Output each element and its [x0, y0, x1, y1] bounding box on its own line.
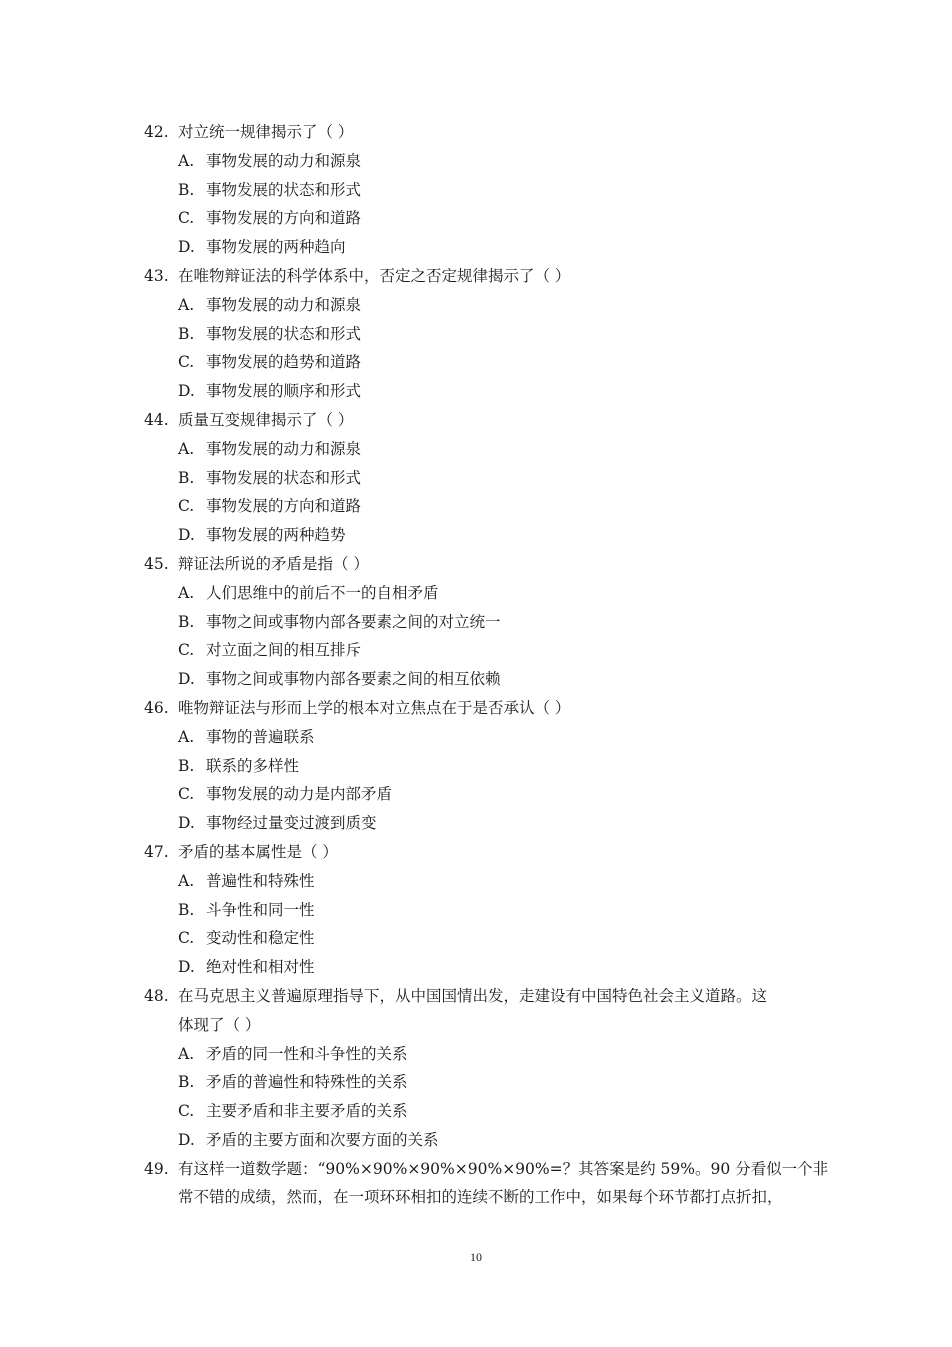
answer-option: [144, 665, 814, 694]
question-stem: [144, 838, 814, 867]
question-stem: [144, 982, 814, 1011]
answer-option: [144, 723, 814, 752]
option-text: 矛盾的主要方面和次要方面的关系: [206, 1130, 439, 1149]
question-number: 42.: [144, 123, 169, 141]
answer-option: [144, 608, 814, 637]
answer-option: [144, 896, 814, 925]
question-stem: [144, 406, 814, 435]
question-text: 唯物辩证法与形而上学的根本对立焦点在于是否承认（ ）: [178, 698, 571, 717]
option-text: 事物发展的动力和源泉: [206, 151, 362, 170]
answer-option: [144, 204, 814, 233]
answer-option: [144, 579, 814, 608]
question-text: 在唯物辩证法的科学体系中，否定之否定规律揭示了（ ）: [178, 266, 571, 285]
option-letter: B.: [178, 1073, 195, 1092]
option-text: 事物经过量变过渡到质变: [206, 814, 377, 833]
option-text: 对立面之间的相互排斥: [206, 641, 362, 660]
option-text: 人们思维中的前后不一的自相矛盾: [206, 583, 439, 602]
option-letter: D.: [178, 382, 195, 401]
option-letter: D.: [178, 238, 195, 257]
answer-option: [144, 953, 814, 982]
option-letter: A.: [178, 439, 195, 458]
option-text: 事物发展的状态和形式: [206, 180, 362, 199]
option-letter: C.: [178, 641, 195, 660]
option-letter: B.: [178, 900, 195, 919]
option-letter: A.: [178, 583, 195, 602]
option-letter: B.: [178, 180, 195, 199]
option-letter: B.: [178, 324, 195, 343]
answer-option: [144, 867, 814, 896]
question-list: [144, 118, 829, 1212]
answer-option: [144, 1097, 814, 1126]
answer-option: [144, 291, 814, 320]
question-text-continuation: 常不错的成绩，然而，在一项环环相扣的连续不断的工作中，如果每个环节都打点折扣，: [178, 1188, 783, 1207]
question-number: 44.: [144, 410, 169, 429]
question-stem: [144, 694, 814, 723]
option-letter: C.: [178, 209, 195, 228]
option-letter: A.: [178, 727, 195, 746]
option-text: 事物发展的状态和形式: [206, 468, 362, 487]
answer-option: [144, 521, 814, 550]
option-letter: C.: [178, 1102, 195, 1121]
answer-option: [144, 780, 814, 809]
question-text: 矛盾的基本属性是（ ）: [178, 842, 338, 861]
option-text: 事物发展的方向和道路: [206, 497, 362, 516]
option-text: 事物发展的状态和形式: [206, 324, 362, 343]
question-stem: [144, 550, 814, 579]
question-number: 49.: [144, 1159, 169, 1178]
option-text: 联系的多样性: [206, 756, 300, 775]
option-letter: D.: [178, 1130, 195, 1149]
page-number: 10: [470, 1250, 482, 1264]
answer-option: [144, 752, 814, 781]
option-text: 绝对性和相对性: [206, 958, 315, 977]
option-letter: A.: [178, 871, 195, 890]
option-text: 普遍性和特殊性: [206, 871, 315, 890]
option-letter: C.: [178, 353, 195, 372]
option-text: 矛盾的普遍性和特殊性的关系: [206, 1073, 408, 1092]
question-number: 45.: [144, 554, 169, 573]
answer-option: [144, 636, 814, 665]
answer-option: [144, 1068, 814, 1097]
question-number: 43.: [144, 266, 169, 285]
question-text: 在马克思主义普遍原理指导下，从中国国情出发，走建设有中国特色社会主义道路。这: [178, 986, 768, 1005]
option-text: 事物的普遍联系: [206, 727, 315, 746]
question-text-continuation: 体现了（ ）: [178, 1015, 261, 1034]
option-text: 事物之间或事物内部各要素之间的对立统一: [206, 612, 501, 631]
option-text: 事物发展的两种趋势: [206, 526, 346, 545]
answer-option: [144, 924, 814, 953]
question-stem: [144, 118, 814, 147]
answer-option: [144, 1040, 814, 1069]
question-text: 辩证法所说的矛盾是指（ ）: [178, 554, 369, 573]
option-text: 事物发展的方向和道路: [206, 209, 362, 228]
question-number: 47.: [144, 842, 169, 861]
option-text: 事物发展的两种趋向: [206, 238, 346, 257]
answer-option: [144, 233, 814, 262]
option-letter: C.: [178, 497, 195, 516]
answer-option: [144, 176, 814, 205]
option-text: 事物发展的顺序和形式: [206, 382, 362, 401]
option-text: 主要矛盾和非主要矛盾的关系: [206, 1102, 408, 1121]
option-letter: B.: [178, 612, 195, 631]
option-text: 事物发展的动力和源泉: [206, 295, 362, 314]
option-letter: C.: [178, 785, 195, 804]
option-text: 事物发展的动力是内部矛盾: [206, 785, 393, 804]
option-letter: B.: [178, 468, 195, 487]
option-text: 事物发展的趋势和道路: [206, 353, 362, 372]
option-letter: D.: [178, 670, 195, 689]
answer-option: [144, 377, 814, 406]
question-text: 有这样一道数学题：“90%×90%×90%×90%×90%=？其答案是约 59%。90 分看似一个非: [178, 1159, 829, 1178]
option-letter: D.: [178, 526, 195, 545]
option-letter: C.: [178, 929, 195, 948]
answer-option: [144, 147, 814, 176]
option-letter: A.: [178, 1044, 195, 1063]
answer-option: [144, 1126, 814, 1155]
answer-option: [144, 464, 814, 493]
question-number: 46.: [144, 698, 169, 717]
question-stem: [144, 262, 814, 291]
answer-option: [144, 320, 814, 349]
question-number: 48.: [144, 986, 169, 1005]
option-text: 事物发展的动力和源泉: [206, 439, 362, 458]
answer-option: [144, 348, 814, 377]
answer-option: [144, 435, 814, 464]
option-text: 斗争性和同一性: [206, 900, 315, 919]
question-stem: [144, 1155, 829, 1184]
answer-option: [144, 809, 814, 838]
question-text: 质量互变规律揭示了（ ）: [178, 410, 354, 429]
answer-option: [144, 492, 814, 521]
option-text: 变动性和稳定性: [206, 929, 315, 948]
option-text: 矛盾的同一性和斗争性的关系: [206, 1044, 408, 1063]
option-letter: D.: [178, 814, 195, 833]
option-letter: B.: [178, 756, 195, 775]
option-letter: D.: [178, 958, 195, 977]
option-text: 事物之间或事物内部各要素之间的相互依赖: [206, 670, 501, 689]
option-letter: A.: [178, 151, 195, 170]
question-text: 对立统一规律揭示了（ ）: [178, 123, 354, 141]
option-letter: A.: [178, 295, 195, 314]
